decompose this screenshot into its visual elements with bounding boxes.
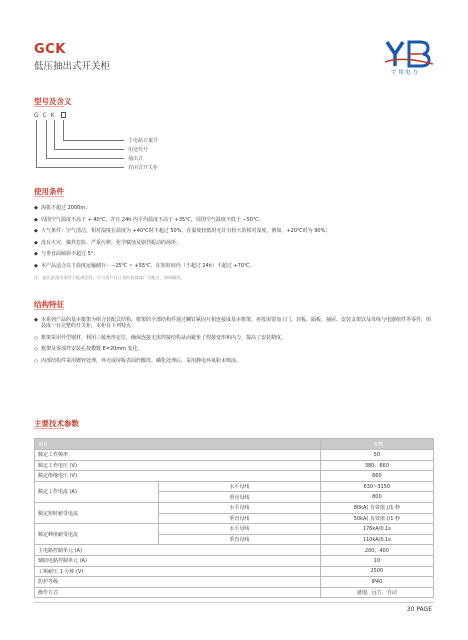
footer-rule (34, 602, 434, 603)
list-item: ◆ 没有火灾、爆炸危险、严重污秽、化学腐蚀及剧烈振动的场所； (34, 239, 182, 246)
page-number: 30 PAGE (406, 606, 432, 613)
model-label: 主电路方案号 (128, 138, 159, 144)
product-code: GCK (34, 42, 66, 57)
table-row: 额定工作电压 (V) 380、660 (35, 460, 434, 471)
table-row: 垂直母线 110kA/0.1s (35, 534, 434, 545)
list-item: ◇ 框架采用异型钢材，利用三棱角形定位，确保连接无需焊接结构从而避免了焊接变形和内力，提高了安装精度。 (34, 334, 287, 341)
list-item: ◆ 本产品适合以下温度运输储存：−25℃ ~ +55℃，在短时间内（不超过 24h）不超过 +70℃。 (34, 262, 255, 269)
section-title-conditions: 使用条件 (34, 187, 64, 196)
model-label: 用途代号 (128, 147, 149, 153)
list-item: ◇ 内部结构件采用镀锌处理，外壳或屏板表面经酸洗、磷化处理后，采用静电环氧粉末喷涂。 (34, 357, 242, 364)
list-item: ◇ 框架及零部件安装孔按模数 E=20mm 变化。 (34, 346, 143, 353)
model-code-letters: G C K (34, 112, 56, 119)
list-item: ◆ 大气条件：空气清洁，相对湿度在温度为 +40℃时不超过 50%，在温度较低时允许有较大的相对湿度，例如，+20℃时为 90%； (34, 228, 331, 235)
list-item: ◆ 周围空气温度不高于 + 40℃，并且 24h 内平均温度不高于 +35℃，周围空气温度不低于 −50℃； (34, 216, 264, 223)
section-rule (34, 428, 64, 429)
section-rule (34, 309, 64, 310)
logo-text: 宇邦电力 (391, 70, 420, 76)
table-row: 操作方式 就地、远方、自动 (35, 587, 434, 598)
table-row: 垂直母线 800 (35, 492, 434, 503)
list-item: ◆ 本系列产品的基本框架为组合装配式结构，框架的全部结构件通过螺钉紧固互相连接成基本框架，再按需要加上门、封板、隔板、抽屉、安装支架以及母线与电器组件等零件，组装成一台完整的开关柜，本柜有下列特点： (34, 317, 432, 329)
bracket-line (54, 120, 55, 149)
section-title-structure: 结构特征 (34, 300, 64, 309)
model-label: 抽出式 (128, 156, 144, 162)
bracket-line (46, 120, 47, 158)
table-row: 额定短时耐受电流 水平母线 80kA( 有效值 )/1 秒 (35, 502, 434, 513)
bracket-leg (46, 158, 124, 159)
table-row: 防护等级 IP40 (35, 577, 434, 588)
section-title-model: 型号及含义 (34, 97, 72, 106)
structure-list (34, 317, 434, 369)
bracket-leg (54, 149, 124, 150)
list-item: ◆ 与垂直面倾斜不超过 5°； (34, 251, 99, 258)
specs-table (34, 438, 434, 598)
section-title-specs: 主要技术参数 (34, 419, 79, 428)
conditions-note: 注：超出此使用条件不能满足时，应与用户在订货时协商或广方配合、协调解决。 (34, 274, 185, 280)
bracket-leg (36, 167, 124, 168)
bracket-leg (63, 140, 124, 141)
list-item: ◆ 海拔不超过 2000m； (34, 205, 91, 211)
header-item: 项目 (35, 439, 321, 450)
bracket-line (63, 120, 64, 140)
table-row: 额定工作电流 (A) 水平母线 630~3150 (35, 481, 434, 492)
model-label: 封闭式开关柜 (128, 165, 159, 171)
table-header-row (35, 439, 434, 450)
section-rule (34, 106, 64, 107)
table-row: 额定工作频率 50 (35, 450, 434, 461)
bracket-line (36, 120, 37, 167)
conditions-list (34, 205, 434, 281)
section-rule (34, 196, 64, 197)
model-code-box (61, 112, 66, 118)
header-value: 参数 (320, 439, 433, 450)
table-row: 垂直母线 50kA( 有效值 )/1 秒 (35, 513, 434, 524)
table-row: 额定绝缘电压 (V) 660 (35, 471, 434, 482)
table-row: 额定峰值耐受电流 水平母线 176kA/0.1s (35, 524, 434, 535)
product-name: 低压抽出式开关柜 (34, 61, 111, 72)
table-row: 主电路控制单元 (A) 200、400 (35, 545, 434, 556)
table-row: 辅助电路控制单元 (A) 10 (35, 555, 434, 566)
table-row: 工频耐压 1 分钟 (V) 2500 (35, 566, 434, 577)
